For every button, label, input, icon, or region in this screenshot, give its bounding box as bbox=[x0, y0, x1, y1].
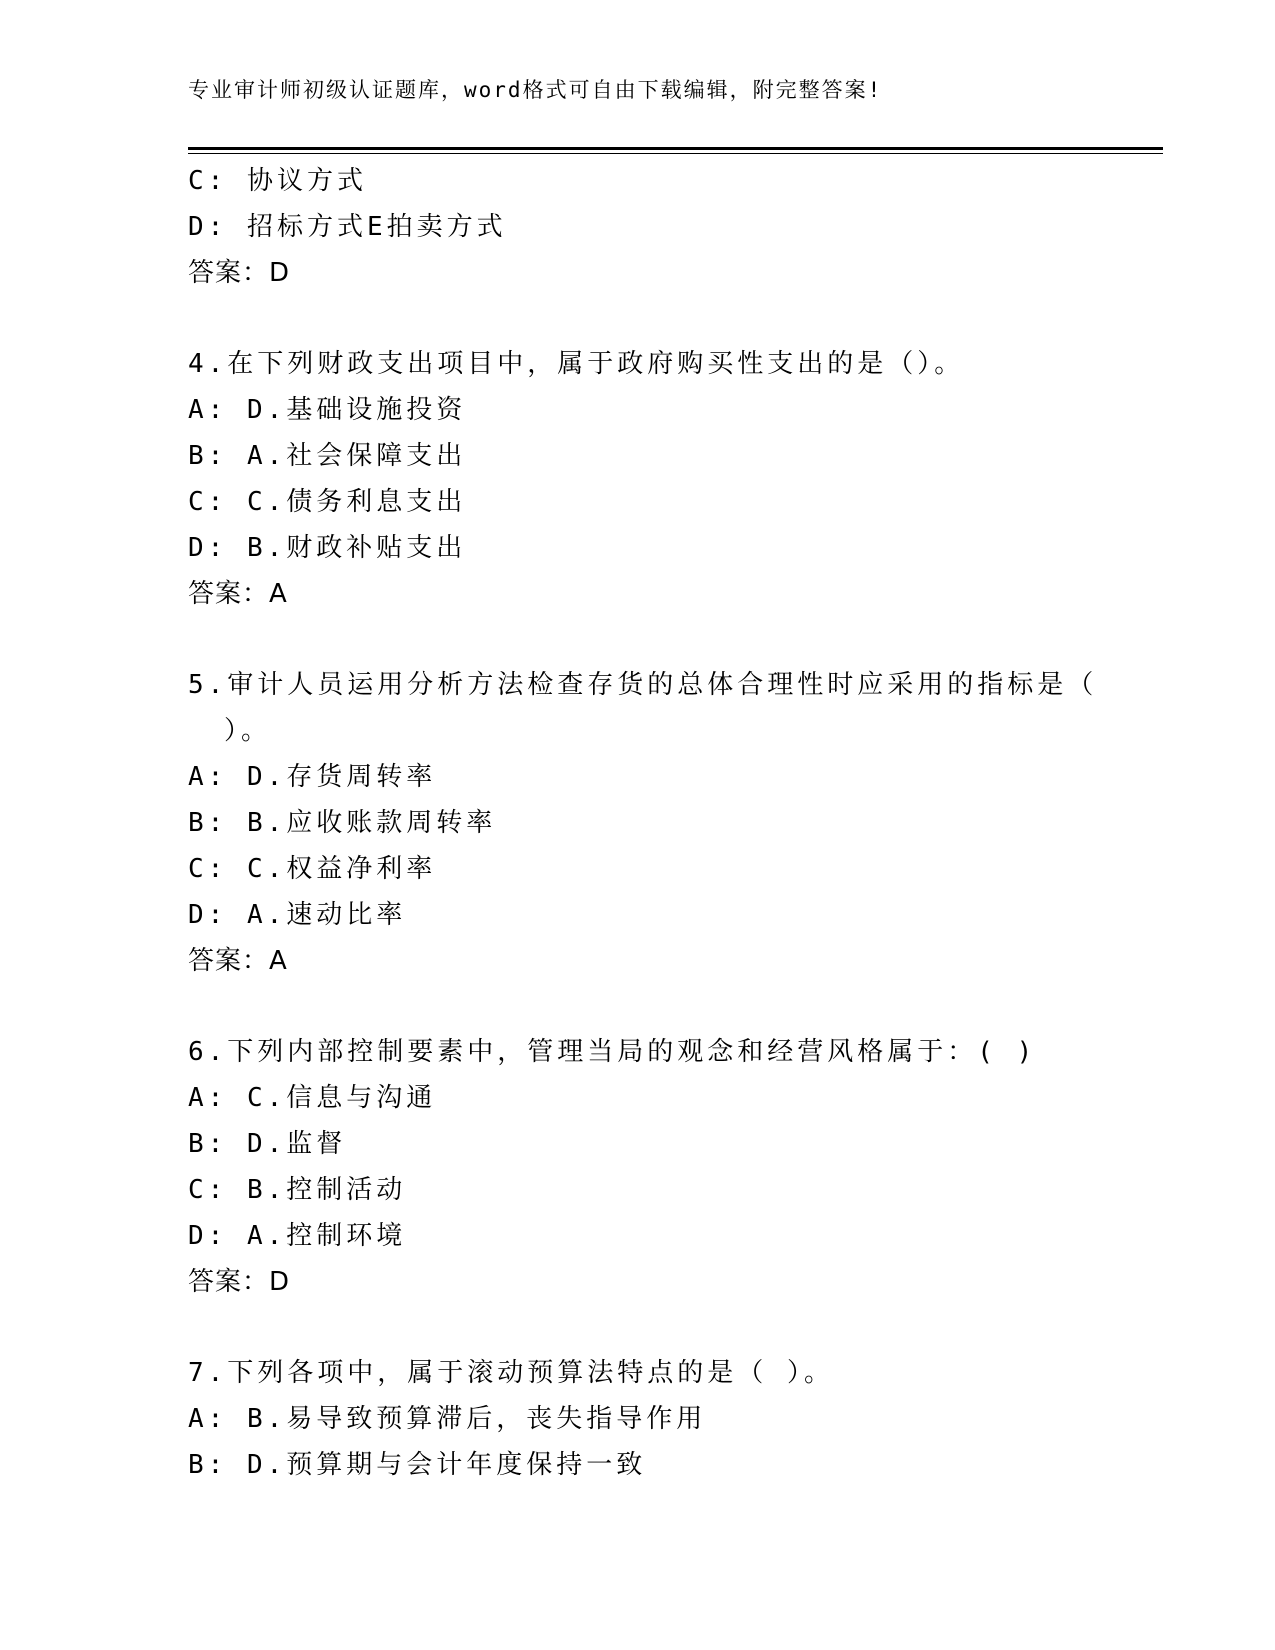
answer: 答案：D bbox=[188, 258, 291, 288]
option-a: A: D.存货周转率 bbox=[188, 762, 437, 792]
question-stem: 4.在下列财政支出项目中，属于政府购买性支出的是（）。 bbox=[188, 349, 965, 379]
answer: 答案：A bbox=[188, 579, 288, 609]
spacer bbox=[188, 984, 1148, 1029]
option-d: D: 招标方式E拍卖方式 bbox=[188, 212, 507, 242]
header-rule-thin bbox=[188, 153, 1163, 154]
question-stem: 6.下列内部控制要素中，管理当局的观念和经营风格属于：( ) bbox=[188, 1037, 1037, 1067]
spacer bbox=[188, 296, 1148, 341]
option-b: B: B.应收账款周转率 bbox=[188, 808, 497, 838]
question-7 bbox=[188, 1350, 1148, 1488]
option-a: A: B.易导致预算滞后，丧失指导作用 bbox=[188, 1404, 707, 1434]
question-stem-continuation: ）。 bbox=[224, 716, 272, 746]
option-b: B: D.预算期与会计年度保持一致 bbox=[188, 1450, 647, 1480]
option-d: D: A.控制环境 bbox=[188, 1221, 407, 1251]
page-header: 专业审计师初级认证题库，word格式可自由下载编辑，附完整答案! bbox=[188, 78, 883, 102]
question-6 bbox=[188, 1029, 1148, 1305]
spacer bbox=[188, 617, 1148, 662]
question-4 bbox=[188, 341, 1148, 617]
option-d: D: A.速动比率 bbox=[188, 900, 407, 930]
option-c: C: 协议方式 bbox=[188, 166, 367, 196]
option-a: A: D.基础设施投资 bbox=[188, 395, 467, 425]
header-rule-thick bbox=[188, 147, 1163, 150]
spacer bbox=[188, 1305, 1148, 1350]
question-5 bbox=[188, 662, 1148, 984]
question-stem: 5.审计人员运用分析方法检查存货的总体合理性时应采用的指标是（ bbox=[188, 670, 1098, 700]
question-stem: 7.下列各项中，属于滚动预算法特点的是（ ）。 bbox=[188, 1358, 834, 1388]
answer: 答案：D bbox=[188, 1267, 291, 1297]
option-c: C: C.权益净利率 bbox=[188, 854, 437, 884]
answer: 答案：A bbox=[188, 946, 288, 976]
option-b: B: D.监督 bbox=[188, 1129, 347, 1159]
option-c: C: B.控制活动 bbox=[188, 1175, 407, 1205]
option-d: D: B.财政补贴支出 bbox=[188, 533, 467, 563]
question-3 bbox=[188, 158, 1148, 296]
question-list bbox=[188, 158, 1148, 1488]
option-c: C: C.债务利息支出 bbox=[188, 487, 467, 517]
option-a: A: C.信息与沟通 bbox=[188, 1083, 437, 1113]
option-b: B: A.社会保障支出 bbox=[188, 441, 467, 471]
